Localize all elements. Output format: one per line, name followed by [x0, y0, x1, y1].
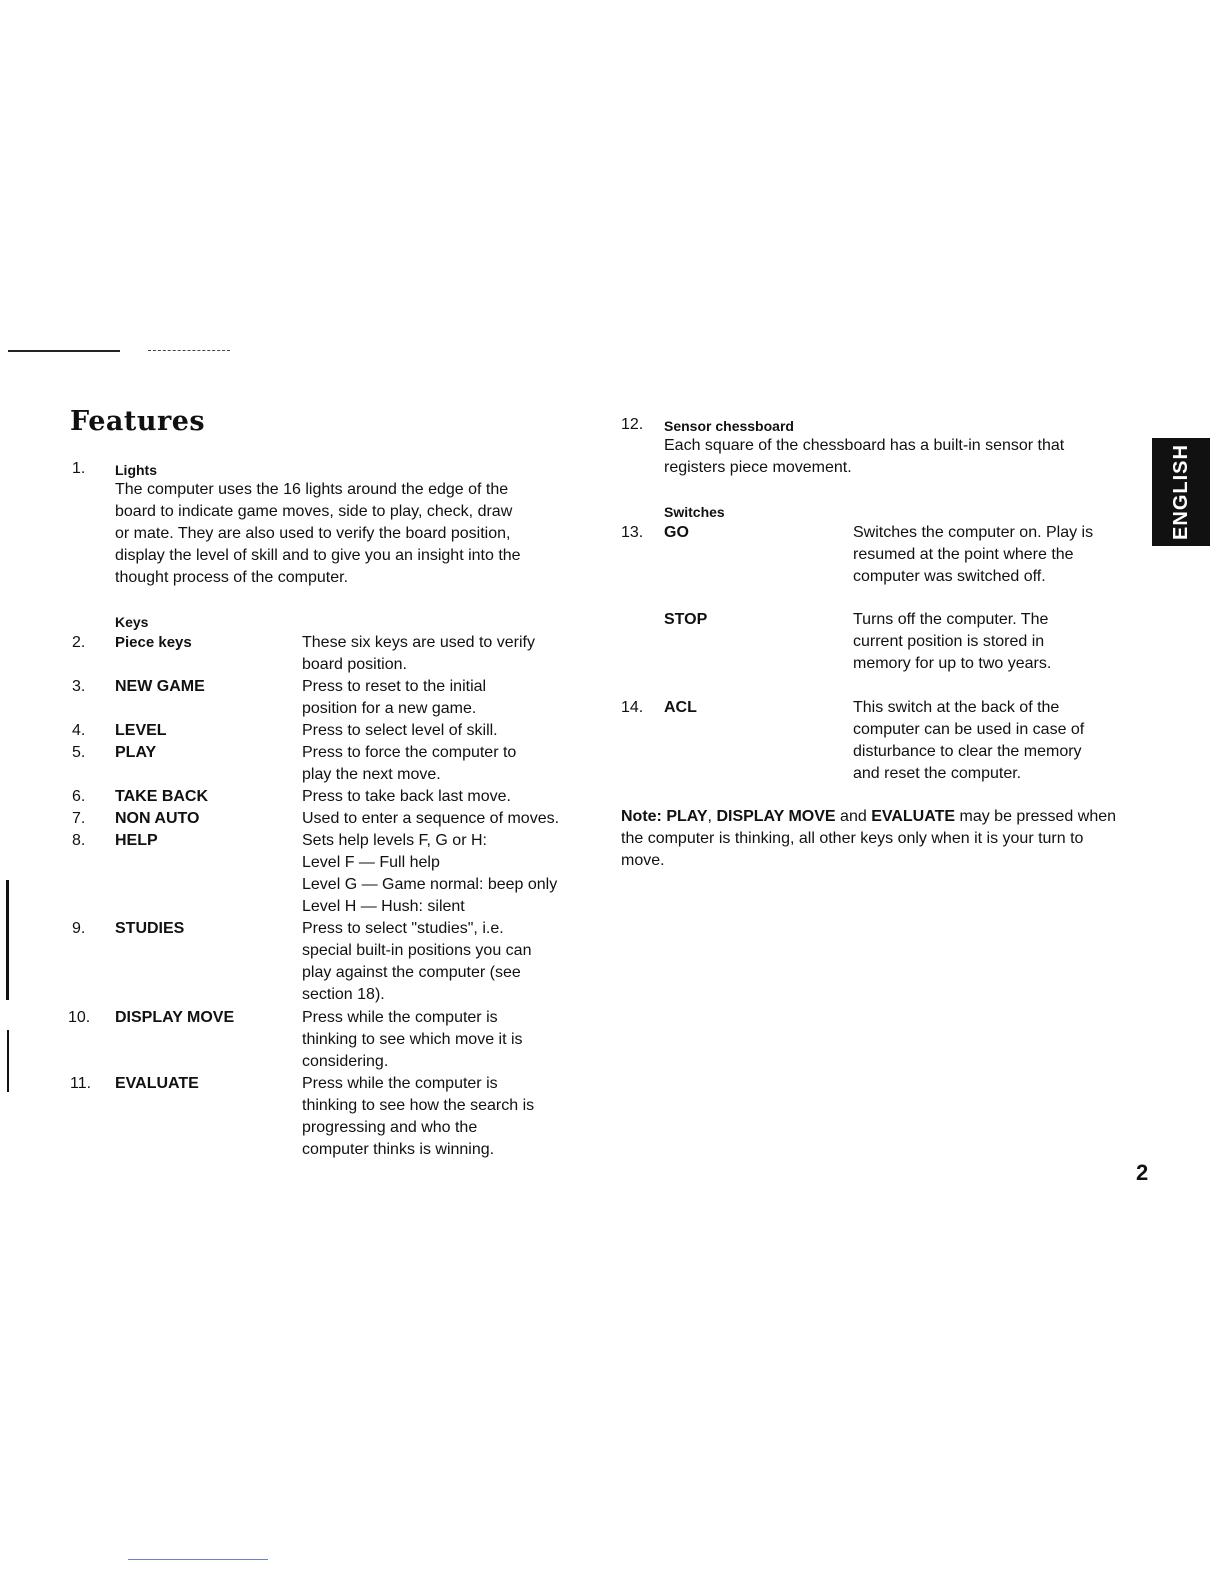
- desc-line: Level G — Game normal: beep only: [302, 876, 558, 893]
- lights-paragraph: [115, 479, 585, 589]
- desc-line: computer thinks is winning.: [302, 1141, 495, 1158]
- sensor-paragraph: [664, 435, 1124, 479]
- key-desc-evaluate: [302, 1073, 572, 1161]
- key-name-evaluate: EVALUATE: [115, 1075, 199, 1092]
- desc-line: considering.: [302, 1053, 389, 1070]
- language-tab: [1152, 438, 1210, 546]
- sensor-heading: Sensor chessboard: [664, 418, 794, 434]
- desc-line: Press to reset to the initial: [302, 678, 487, 695]
- key-desc-piece-keys: [302, 632, 572, 676]
- bottom-rule: [128, 1559, 268, 1560]
- desc-line: computer can be used in case of: [853, 721, 1085, 738]
- desc-line: position for a new game.: [302, 700, 477, 717]
- note-key-play: PLAY: [666, 808, 708, 825]
- page-number: 2: [1136, 1160, 1149, 1185]
- sensor-line: registers piece movement.: [664, 459, 852, 476]
- note-conjunction: and: [835, 808, 872, 825]
- desc-line: Level F — Full help: [302, 854, 440, 871]
- lights-line: The computer uses the 16 lights around the edge of the: [115, 481, 509, 498]
- switch-desc-acl: [853, 697, 1123, 785]
- sensor-line: Each square of the chessboard has a built-in sensor that: [664, 437, 1065, 454]
- key-name-play: PLAY: [115, 744, 157, 761]
- switch-number: 13.: [621, 524, 644, 541]
- desc-line: These six keys are used to verify: [302, 634, 535, 651]
- key-desc-help: [302, 830, 592, 918]
- key-name-level: LEVEL: [115, 722, 167, 739]
- top-rule-dashed: [148, 350, 230, 352]
- switch-name-go: GO: [664, 524, 689, 541]
- lights-heading: Lights: [115, 462, 157, 478]
- desc-line: Press to take back last move.: [302, 788, 511, 805]
- key-name-take-back: TAKE BACK: [115, 788, 209, 805]
- key-desc-non-auto: [302, 808, 592, 830]
- desc-line: Press to select "studies", i.e.: [302, 920, 504, 937]
- key-number: 6.: [72, 788, 86, 805]
- key-desc-display-move: [302, 1007, 572, 1073]
- switch-desc-stop: [853, 609, 1123, 675]
- desc-line: section 18).: [302, 986, 385, 1003]
- switch-name-stop: STOP: [664, 611, 708, 628]
- key-name-help: HELP: [115, 832, 158, 849]
- left-edge-mark-lower: [7, 1030, 9, 1092]
- lights-line: or mate. They are also used to verify the board position,: [115, 525, 511, 542]
- desc-line: resumed at the point where the: [853, 546, 1074, 563]
- note-paragraph: [621, 806, 1121, 872]
- desc-line: Level H — Hush: silent: [302, 898, 465, 915]
- left-edge-mark: [6, 880, 9, 1000]
- key-number: 3.: [72, 678, 86, 695]
- desc-line: Turns off the computer. The: [853, 611, 1049, 628]
- desc-line: Used to enter a sequence of moves.: [302, 810, 560, 827]
- desc-line: and reset the computer.: [853, 765, 1022, 782]
- key-desc-new-game: [302, 676, 572, 720]
- key-desc-play: [302, 742, 572, 786]
- note-key-display-move: DISPLAY MOVE: [716, 808, 836, 825]
- desc-line: Press to select level of skill.: [302, 722, 498, 739]
- desc-line: current position is stored in: [853, 633, 1045, 650]
- desc-line: Press while the computer is: [302, 1075, 498, 1092]
- desc-line: play against the computer (see: [302, 964, 521, 981]
- lights-line: board to indicate game moves, side to play, check, draw: [115, 503, 513, 520]
- key-name-display-move: DISPLAY MOVE: [115, 1009, 235, 1026]
- key-name-studies: STUDIES: [115, 920, 185, 937]
- desc-line: computer was switched off.: [853, 568, 1046, 585]
- desc-line: Press while the computer is: [302, 1009, 498, 1026]
- switch-name-acl: ACL: [664, 699, 697, 716]
- key-number: 10.: [68, 1009, 91, 1026]
- note-separator: ,: [707, 808, 717, 825]
- desc-line: This switch at the back of the: [853, 699, 1060, 716]
- note-label: Note:: [621, 808, 662, 825]
- lights-line: display the level of skill and to give you an insight into the: [115, 547, 521, 564]
- page-title: Features: [70, 406, 206, 437]
- switches-heading: Switches: [664, 504, 725, 520]
- top-rule: [8, 350, 120, 352]
- sensor-number: 12.: [621, 416, 644, 433]
- key-number: 8.: [72, 832, 86, 849]
- desc-line: play the next move.: [302, 766, 441, 783]
- key-number: 5.: [72, 744, 86, 761]
- keys-heading: Keys: [115, 614, 149, 630]
- switch-number: 14.: [621, 699, 644, 716]
- key-desc-studies: [302, 918, 572, 1006]
- key-number: 11.: [70, 1075, 92, 1092]
- key-number: 2.: [72, 634, 86, 651]
- key-name-non-auto: NON AUTO: [115, 810, 200, 827]
- desc-line: board position.: [302, 656, 407, 673]
- lights-number: 1.: [72, 460, 86, 477]
- key-number: 7.: [72, 810, 86, 827]
- key-name-piece-keys: Piece keys: [115, 634, 192, 651]
- note-text: may be pressed when the computer is thinking, all other keys only when it is your turn to move.: [621, 808, 1117, 869]
- desc-line: Press to force the computer to: [302, 744, 517, 761]
- key-name-new-game: NEW GAME: [115, 678, 205, 695]
- desc-line: memory for up to two years.: [853, 655, 1052, 672]
- desc-line: Switches the computer on. Play is: [853, 524, 1094, 541]
- note-key-evaluate: EVALUATE: [871, 808, 956, 825]
- key-number: 4.: [72, 722, 86, 739]
- language-tab-label: ENGLISH: [1170, 444, 1192, 540]
- key-desc-take-back: [302, 786, 572, 808]
- desc-line: thinking to see which move it is: [302, 1031, 523, 1048]
- desc-line: special built-in positions you can: [302, 942, 532, 959]
- lights-line: thought process of the computer.: [115, 569, 349, 586]
- key-number: 9.: [72, 920, 86, 937]
- desc-line: Sets help levels F, G or H:: [302, 832, 487, 849]
- key-desc-level: [302, 720, 572, 742]
- desc-line: progressing and who the: [302, 1119, 478, 1136]
- desc-line: disturbance to clear the memory: [853, 743, 1082, 760]
- desc-line: thinking to see how the search is: [302, 1097, 535, 1114]
- switch-desc-go: [853, 522, 1123, 588]
